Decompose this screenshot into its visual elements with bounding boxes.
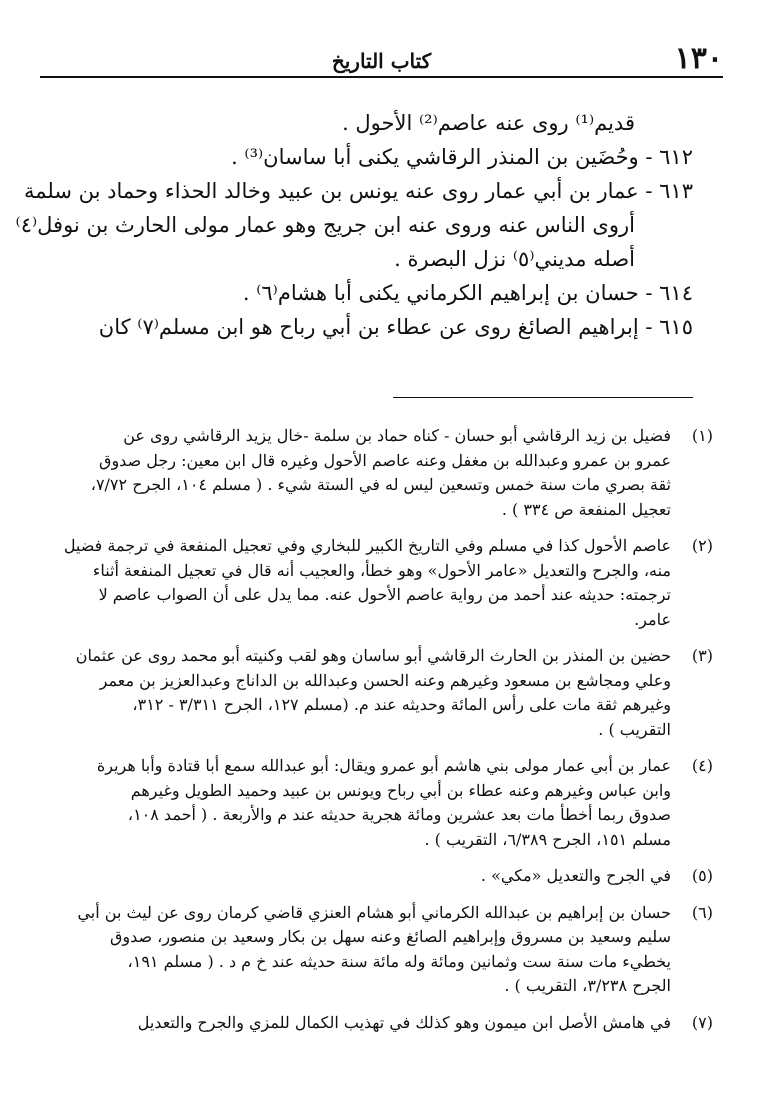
footnote-line: سليم وسعيد بن مسروق وإبراهيم الصائغ وعنه سهل بن بكار وسعيد بن منصور، صدوق: [109, 927, 671, 946]
page-header: [40, 42, 723, 78]
body-line: ٦١٣ - عمار بن أبي عمار روى عنه يونس بن عبيد وخالد الحذاء وحماد بن سلمة: [24, 179, 693, 203]
footnote-line: صدوق ربما أخطأ مات بعد عشرين ومائة هجرية حديثه عند م والأربعة . ( أحمد ١٠٨،: [127, 805, 671, 824]
footnote-line: حضين بن المنذر بن الحارث الرقاشي أبو ساسان وهو لقب وكنيته أبو محمد روى عن عثمان: [75, 646, 671, 665]
footnote-line: في الجرح والتعديل «مكي» .: [480, 866, 671, 885]
body-line: ٦١٥ - إبراهيم الصائغ روى عن عطاء بن أبي رباح هو ابن مسلم⁽٧⁾ كان: [98, 315, 693, 339]
footnote-number: (٤): [691, 756, 713, 775]
footnote-line: عمرو بن عمرو وعبدالله بن مغفل وعنه عاصم الأحول وغيره قال ابن معين: رجل صدوق: [99, 450, 671, 470]
footnote: [52, 644, 713, 742]
footnote-line: في هامش الأصل ابن ميمون وهو كذلك في تهذيب الكمال للمزي والجرح والتعديل: [137, 1012, 671, 1032]
footnote-line: فضيل بن زيد الرقاشي أبو حسان - كناه حماد بن سلمة -خال يزيد الرقاشي روى عن: [123, 426, 671, 445]
body-line: ٦١٤ - حسان بن إبراهيم الكرماني يكنى أبا هشام⁽٦⁾ .: [242, 281, 693, 305]
footnote-line: وغيرهم ثقة مات على رأس المائة وحديثه عند م. (مسلم ١٢٧، الجرح ٣/٣١١ - ٣١٢،: [132, 695, 671, 714]
footnote-number: (٢): [691, 536, 713, 555]
footnote: [52, 424, 713, 522]
running-title: كتاب التاريخ: [331, 49, 432, 73]
body-line: قديم⁽¹⁾ روى عنه عاصم⁽²⁾ الأحول .: [342, 111, 635, 135]
footnote: [52, 901, 713, 999]
footnote-number: (٥): [691, 866, 713, 885]
footnote-line: عمار بن أبي عمار مولى بني هاشم أبو عمرو ويقال: أبو عبدالله سمع أبا قتادة وأبا هريرة: [96, 756, 671, 775]
footnote-line: ترجمته: حديثه عند أحمد من رواية عاصم الأحول عنه. مما يدل على أن الصواب عاصم لا: [98, 585, 671, 604]
footnote-line: مسلم ١٥١، الجرح ٦/٣٨٩، التقريب ) .: [424, 829, 671, 849]
footnote-divider: [393, 397, 693, 398]
body-line: ٦١٢ - وحُضَين بن المنذر الرقاشي يكنى أبا ساسان⁽³⁾ .: [231, 145, 693, 169]
footnote-line: منه، والجرح والتعديل «عامر الأحول» وهو خطأ، والعجيب أنه قال في تعجيل المنفعة أثناء: [92, 560, 671, 580]
footnote-number: (٣): [691, 646, 713, 665]
footnotes: [52, 424, 713, 1035]
footnote-line: التقريب ) .: [598, 719, 671, 739]
footnote-line: وعلي ومجاشع بن مسعود وغيرهم وعنه الحسن وعبدالله بن الداناج وعبدالعزيز بن معمر: [99, 670, 671, 690]
main-text: [15, 106, 693, 344]
body-line: أروى الناس عنه وروى عنه ابن جريج وهو عمار مولى الحارث بن نوفل⁽٤⁾: [15, 213, 635, 237]
footnote-line: عامر.: [634, 609, 671, 629]
footnote: [52, 754, 713, 852]
footnote-line: تعجيل المنفعة ص ٣٣٤ ) .: [501, 499, 671, 519]
footnote: [52, 864, 713, 889]
footnote-line: يخطيء مات سنة ست وثمانين ومائة وله مائة سنة حديثه عند خ م د . ( مسلم ١٩١،: [127, 951, 671, 971]
footnote-line: عاصم الأحول كذا في مسلم وفي التاريخ الكبير للبخاري وفي تعجيل المنفعة في ترجمة فضيل: [63, 536, 671, 555]
footnote-line: ثقة بصري مات سنة خمس وتسعين ليس له في الستة شيء . ( مسلم ١٠٤، الجرح ٧/٧٢،: [90, 475, 671, 494]
footnote-number: (٧): [691, 1012, 713, 1032]
footnote-line: وابن عباس وغيرهم وعنه عطاء بن أبي رباح ويونس بن عبيد وحميد الطويل وغيرهم: [130, 780, 671, 800]
footnote-number: (١): [691, 426, 713, 445]
footnote-number: (٦): [691, 902, 713, 922]
body-line: أصله مديني⁽٥⁾ نزل البصرة .: [394, 247, 635, 271]
footnote-line: حسان بن إبراهيم بن عبدالله الكرماني أبو هشام العنزي قاضي كرمان روى عن ليث بن أبي: [77, 902, 671, 922]
footnote-line: الجرح ٣/٢٣٨، التقريب ) .: [504, 976, 671, 995]
footnote: [52, 1011, 713, 1036]
page-number: ١٣٠: [674, 41, 723, 76]
footnote: [52, 534, 713, 632]
